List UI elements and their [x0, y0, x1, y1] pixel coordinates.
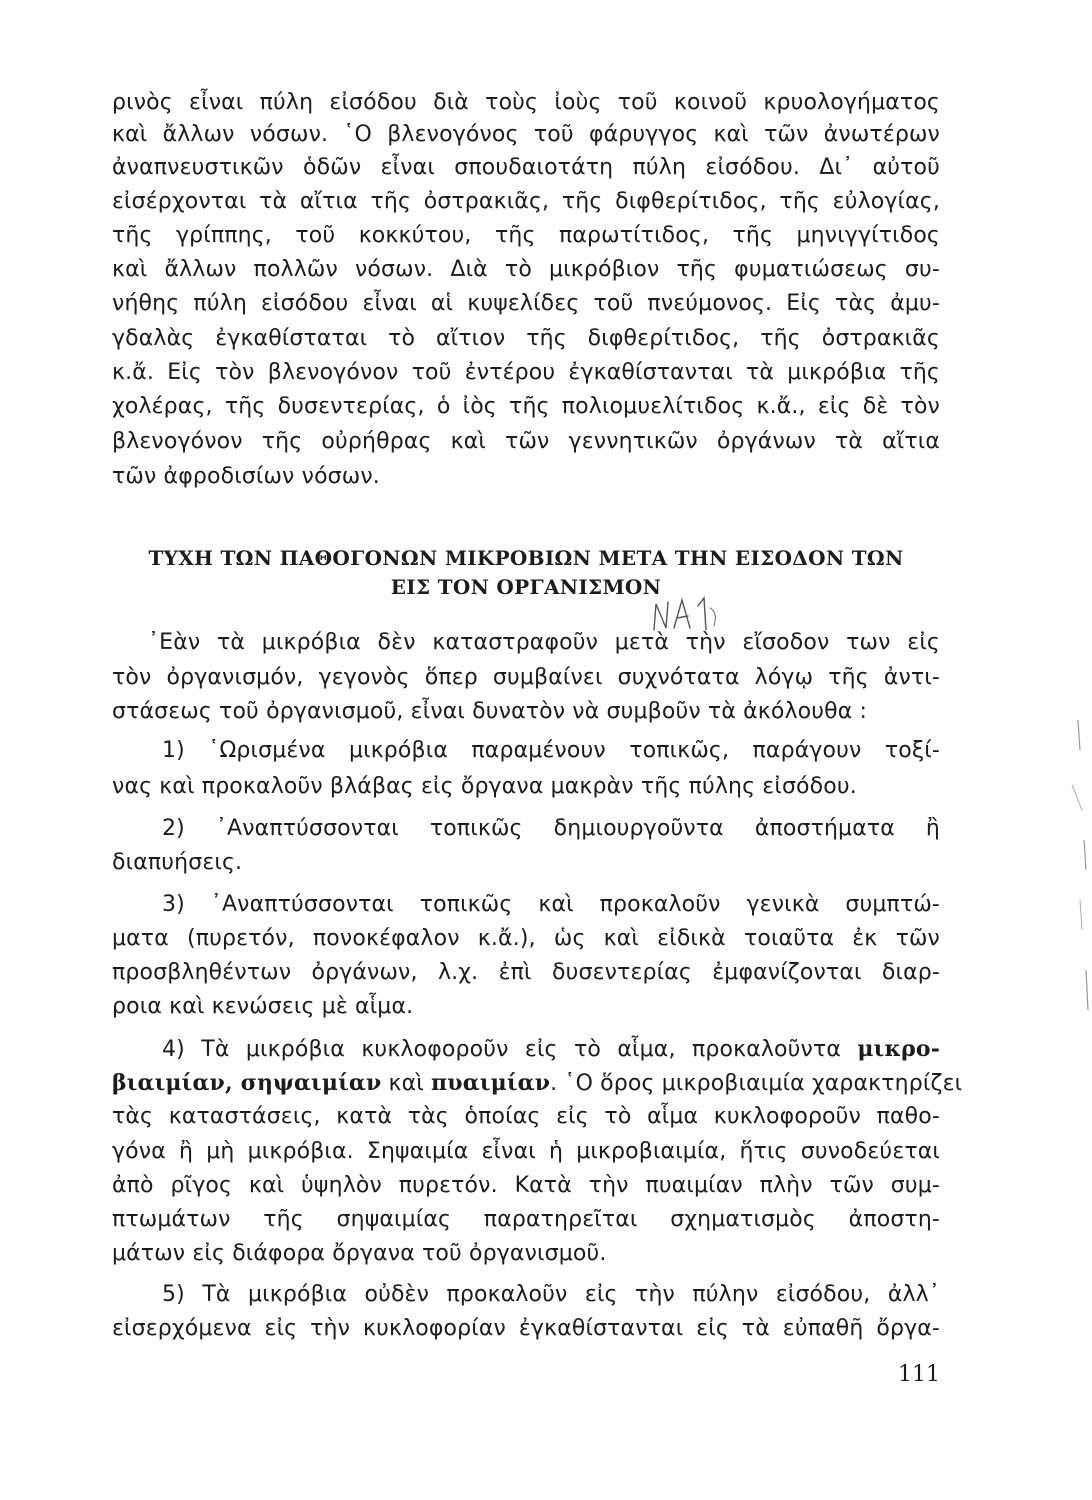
text-line: χολέρας, τῆς δυσεντερίας, ὁ ἰὸς τῆς πολιομυελίτιδος κ.ἄ., εἰς δὲ τὸν: [112, 394, 940, 419]
text-line: εἰσέρχονται τὰ αἴτια τῆς ὀστρακιᾶς, τῆς διφθερίτιδος, τῆς εὐλογίας,: [112, 189, 940, 214]
text-line: τὸν ὀργανισμόν, γεγονὸς ὅπερ συμβαίνει συχνότατα λόγῳ τῆς ἀντι-: [112, 665, 940, 690]
text-line: βλενογόνον τῆς οὐρήθρας καὶ τῶν γεννητικῶν ὀργάνων τὰ αἴτια: [112, 429, 940, 454]
text-line: προσβληθέντων ὀργάνων, λ.χ. ἐπὶ δυσεντερίας ἐμφανίζονται διαρ-: [112, 960, 940, 985]
text-line: μάτων εἰς διάφορα ὄργανα τοῦ ὀργανισμοῦ.: [112, 1241, 607, 1266]
margin-scan-marks: [1060, 690, 1092, 1030]
text-line: [112, 1068, 963, 1099]
text-line: ἀπὸ ρῖγος καὶ ὑψηλὸν πυρετόν. Κατὰ τὴν πυαιμίαν πλὴν τῶν συμ-: [112, 1173, 940, 1198]
text-line: 5) Τὰ μικρόβια οὐδὲν προκαλοῦν εἰς τὴν πύλην εἰσόδου, ἀλλ᾿: [162, 1282, 940, 1307]
text-line: νήθης πύλη εἰσόδου εἶναι αἱ κυψελίδες τοῦ πνεύμονος. Εἰς τὰς ἀμυ-: [112, 291, 940, 316]
text-line: εἰσερχόμενα εἰς τὴν κυκλοφορίαν ἐγκαθίστανται εἰς τὰ εὐπαθῆ ὄργα-: [112, 1316, 940, 1341]
text-line: ρινὸς εἶναι πύλη εἰσόδου διὰ τοὺς ἰοὺς τοῦ κοινοῦ κρυολογήματος: [112, 90, 940, 115]
text-run: . ῾Ο ὅρος μικροβιαιμία χαρακτηρίζει: [550, 1071, 963, 1096]
text-line: 3) ᾿Αναπτύσσονται τοπικῶς καὶ προκαλοῦν γενικὰ συμπτώ-: [162, 892, 940, 917]
text-line: ἀναπνευστικῶν ὁδῶν εἶναι σπουδαιοτάτη πύλη εἰσόδου. Δι᾿ αὐτοῦ: [112, 155, 940, 180]
text-line: 2) ᾿Αναπτύσσονται τοπικῶς δημιουργοῦντα ἀποστήματα ἢ: [162, 816, 940, 841]
bold-term: βιαιμίαν, σηψαιμίαν: [112, 1070, 382, 1096]
text-line: πτωμάτων τῆς σηψαιμίας παρατηρεῖται σχηματισμὸς ἀποστη-: [112, 1207, 940, 1232]
heading-line-2: ΕΙΣ ΤΟΝ ΟΡΓΑΝΙΣΜΟΝ: [390, 575, 662, 599]
bold-term: μικρο-: [857, 1036, 940, 1062]
heading-line-1: ΤΥΧΗ ΤΩΝ ΠΑΘΟΓΟΝΩΝ ΜΙΚΡΟΒΙΩΝ ΜΕΤΑ ΤΗΝ ΕΙΣΟΔΟΝ ΤΩΝ: [148, 546, 904, 570]
bold-term: πυαιμίαν: [431, 1070, 551, 1096]
text-line: τῆς γρίππης, τοῦ κοκκύτου, τῆς παρωτίτιδος, τῆς μηνιγγίτιδος: [112, 223, 940, 248]
text-line: νας καὶ προκαλοῦν βλάβας εἰς ὄργανα μακρὰν τῆς πύλης εἰσόδου.: [112, 774, 857, 799]
text-line: τῶν ἀφροδισίων νόσων.: [112, 464, 380, 489]
text-run: 4) Τὰ μικρόβια κυκλοφοροῦν εἰς τὸ αἷμα, προκαλοῦντα: [162, 1037, 858, 1062]
text-line: καὶ ἄλλων πολλῶν νόσων. Διὰ τὸ μικρόβιον τῆς φυματιώσεως συ-: [112, 257, 940, 282]
text-line: τὰς καταστάσεις, κατὰ τὰς ὁποίας εἰς τὸ αἷμα κυκλοφοροῦν παθο-: [112, 1104, 940, 1129]
text-line: κ.ἄ. Εἰς τὸν βλενογόνον τοῦ ἐντέρου ἐγκαθίστανται τὰ μικρόβια τῆς: [112, 360, 940, 385]
text-run: καὶ: [381, 1071, 432, 1096]
text-line: στάσεως τοῦ ὀργανισμοῦ, εἶναι δυνατὸν νὰ συμβοῦν τὰ ἀκόλουθα :: [112, 699, 868, 724]
text-line: ᾿Εὰν τὰ μικρόβια δὲν καταστραφοῦν μετὰ τὴν εἴσοδον των εἰς: [148, 630, 940, 655]
text-line: γδαλὰς ἐγκαθίσταται τὸ αἴτιον τῆς διφθερίτιδος, τῆς ὀστρακιᾶς: [112, 326, 940, 351]
text-line: [162, 1034, 940, 1065]
text-line: γόνα ἢ μὴ μικρόβια. Σηψαιμία εἶναι ἡ μικροβιαιμία, ἥτις συνοδεύεται: [112, 1139, 940, 1164]
text-line: ματα (πυρετόν, πονοκέφαλον κ.ἄ.), ὡς καὶ εἰδικὰ τοιαῦτα ἐκ τῶν: [112, 926, 940, 951]
text-line: διαπυήσεις.: [112, 850, 243, 875]
text-line: 1) ῾Ωρισμένα μικρόβια παραμένουν τοπικῶς, παράγουν τοξί-: [162, 738, 940, 763]
text-line: ροια καὶ κενώσεις μὲ αἷμα.: [112, 994, 414, 1019]
text-line: καὶ ἄλλων νόσων. ῾Ο βλενογόνος τοῦ φάρυγγος καὶ τῶν ἀνωτέρων: [112, 122, 940, 147]
page-number: 111: [898, 1362, 940, 1387]
